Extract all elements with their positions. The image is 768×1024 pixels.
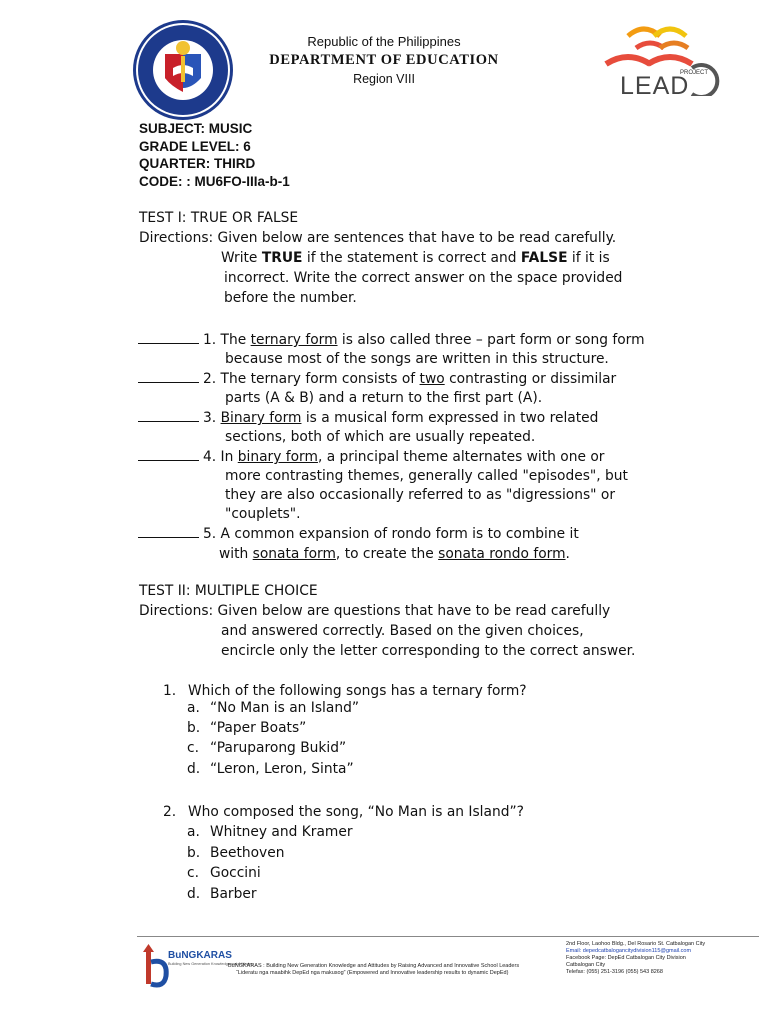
dir-text: if it is bbox=[567, 250, 610, 266]
choice-text: Beethoven bbox=[210, 845, 285, 861]
mc-choice[interactable] bbox=[187, 843, 284, 863]
mc-choice[interactable] bbox=[187, 759, 354, 779]
answer-blank[interactable] bbox=[138, 331, 199, 344]
footer-tagline-2: “Lideratu nga maabihk DepEd nga makusog” (Empowered and Innovative leadership results to dynamic DepEd) bbox=[236, 970, 509, 976]
lead-logo-lead-label: LEAD bbox=[620, 72, 690, 96]
tf-item-4-cont-3: "couplets". bbox=[225, 506, 301, 522]
underlined-term: ternary form bbox=[250, 332, 338, 348]
choice-letter[interactable]: b. bbox=[187, 720, 201, 736]
mc-choice[interactable] bbox=[187, 863, 261, 883]
item-text: 4. In bbox=[203, 449, 238, 465]
item-text: , to create the bbox=[335, 546, 439, 562]
tf-item-1 bbox=[138, 330, 645, 350]
underlined-term: sonata rondo form bbox=[438, 546, 566, 562]
test2-title: TEST II: MULTIPLE CHOICE bbox=[139, 583, 318, 599]
mc-choice[interactable] bbox=[187, 738, 346, 758]
email-line[interactable] bbox=[566, 948, 705, 955]
answer-blank[interactable] bbox=[138, 525, 199, 538]
subject-meta bbox=[139, 120, 290, 190]
test2-directions-2: and answered correctly. Based on the given choices, bbox=[221, 623, 584, 639]
test1-directions-3: incorrect. Write the correct answer on the space provided bbox=[224, 270, 623, 286]
footer-divider bbox=[137, 936, 759, 937]
item-text: . bbox=[565, 546, 570, 562]
bungkaras-logo-sub: Building New Generation Knowledge and Attitudes bbox=[168, 962, 253, 966]
choice-letter[interactable]: b. bbox=[187, 845, 201, 861]
question-number: 1. bbox=[163, 683, 177, 699]
underlined-term: sonata form bbox=[252, 546, 336, 562]
answer-blank[interactable] bbox=[138, 409, 199, 422]
question-text: Who composed the song, “No Man is an Island”? bbox=[188, 804, 524, 820]
choice-text: “Leron, Leron, Sinta” bbox=[210, 761, 354, 777]
answer-blank[interactable] bbox=[138, 370, 199, 383]
false-keyword: FALSE bbox=[520, 250, 568, 266]
choice-letter[interactable]: a. bbox=[187, 700, 200, 716]
dir-text: Write bbox=[221, 250, 262, 266]
choice-text: “Paruparong Bukid” bbox=[210, 740, 347, 756]
tf-item-4-cont-2: they are also occasionally referred to as "digressions" or bbox=[225, 487, 616, 503]
facebook-line: Facebook Page: DepEd Catbalogan City Division bbox=[566, 955, 686, 961]
choice-letter[interactable]: d. bbox=[187, 761, 201, 777]
choice-letter[interactable]: c. bbox=[187, 865, 199, 881]
code-line: CODE: : MU6FO-IIIa-b-1 bbox=[139, 173, 290, 189]
tf-item-2 bbox=[138, 369, 616, 389]
mc-question-2 bbox=[163, 802, 524, 822]
question-number: 2. bbox=[163, 804, 177, 820]
email-link[interactable]: Email: depedcatbalogancitydivision115@gmail.com bbox=[566, 948, 692, 954]
subject-line: SUBJECT: MUSIC bbox=[139, 121, 253, 136]
bungkaras-logo-text: BuNGKARAS bbox=[168, 950, 232, 961]
tf-item-4-cont-1: more contrasting themes, generally called "episodes", but bbox=[225, 468, 628, 484]
choice-letter[interactable]: c. bbox=[187, 740, 199, 756]
dir-text: if the statement is correct and bbox=[302, 250, 521, 266]
tf-item-4 bbox=[138, 447, 604, 467]
address-line: 2nd Floor, Laohoo Bldg., Del Rosario St. Catbalogan City bbox=[566, 941, 706, 947]
mc-choice[interactable] bbox=[187, 884, 257, 904]
choice-text: Goccini bbox=[210, 865, 261, 881]
grade-line: GRADE LEVEL: 6 bbox=[139, 138, 251, 154]
item-text: with bbox=[219, 546, 253, 562]
telefax-line: Telefax: (055) 251-3196 (055) 543 8268 bbox=[566, 969, 663, 975]
footer-address bbox=[566, 941, 705, 976]
item-text: , a principal theme alternates with one or bbox=[317, 449, 605, 465]
tf-item-5 bbox=[138, 524, 579, 544]
footer-tagline-1: BuNGKARAS : Building New Generation Knowledge and Attitudes by Raising Advanced and Innovative School Leaders bbox=[228, 963, 520, 969]
item-text: is a musical form expressed in two related bbox=[301, 410, 599, 426]
item-text: 5. A common expansion of rondo form is to combine it bbox=[203, 526, 579, 542]
item-text: 2. The ternary form consists of bbox=[203, 371, 420, 387]
region-line: Region VIII bbox=[353, 72, 415, 86]
quarter-line: QUARTER: THIRD bbox=[139, 156, 256, 171]
project-lead-logo bbox=[598, 14, 720, 96]
lead-logo-project-label: PROJECT bbox=[680, 70, 709, 76]
underlined-term: binary form bbox=[237, 449, 318, 465]
underlined-term: Binary form bbox=[220, 410, 302, 426]
test2-directions-1: Directions: Given below are questions that have to be read carefully bbox=[139, 603, 611, 619]
choice-letter[interactable]: a. bbox=[187, 824, 200, 840]
department-title: DEPARTMENT OF EDUCATION bbox=[269, 52, 499, 68]
choice-text: “Paper Boats” bbox=[210, 720, 307, 736]
mc-choice[interactable] bbox=[187, 718, 306, 738]
underlined-term: two bbox=[419, 371, 445, 387]
item-text: is also called three – part form or song form bbox=[337, 332, 645, 348]
mc-choice[interactable] bbox=[187, 822, 353, 842]
republic-line: Republic of the Philippines bbox=[307, 34, 461, 49]
mc-choice[interactable] bbox=[187, 698, 359, 718]
test1-directions-4: before the number. bbox=[224, 290, 357, 306]
test1-directions-2 bbox=[221, 248, 610, 268]
answer-blank[interactable] bbox=[138, 448, 199, 461]
city-line: Catbalogan City bbox=[566, 962, 606, 968]
item-text: 1. The bbox=[203, 332, 251, 348]
choice-text: Whitney and Kramer bbox=[210, 824, 353, 840]
question-text: Which of the following songs has a ternary form? bbox=[188, 683, 527, 699]
choice-text: Barber bbox=[210, 886, 257, 902]
test2-directions-3: encircle only the letter corresponding to the correct answer. bbox=[221, 643, 636, 659]
item-text: 3. bbox=[203, 410, 221, 426]
item-text: contrasting or dissimilar bbox=[444, 371, 617, 387]
tf-item-3-cont: sections, both of which are usually repeated. bbox=[225, 429, 536, 445]
choice-text: “No Man is an Island” bbox=[210, 700, 359, 716]
tf-item-1-cont: because most of the songs are written in this structure. bbox=[225, 351, 609, 367]
test1-title: TEST I: TRUE OR FALSE bbox=[139, 210, 299, 226]
test1-directions-1: Directions: Given below are sentences that have to be read carefully. bbox=[139, 230, 617, 246]
tf-item-3 bbox=[138, 408, 598, 428]
choice-letter[interactable]: d. bbox=[187, 886, 201, 902]
tf-item-5-cont bbox=[219, 544, 570, 564]
tf-item-2-cont: parts (A & B) and a return to the first part (A). bbox=[225, 390, 543, 406]
true-keyword: TRUE bbox=[261, 250, 303, 266]
